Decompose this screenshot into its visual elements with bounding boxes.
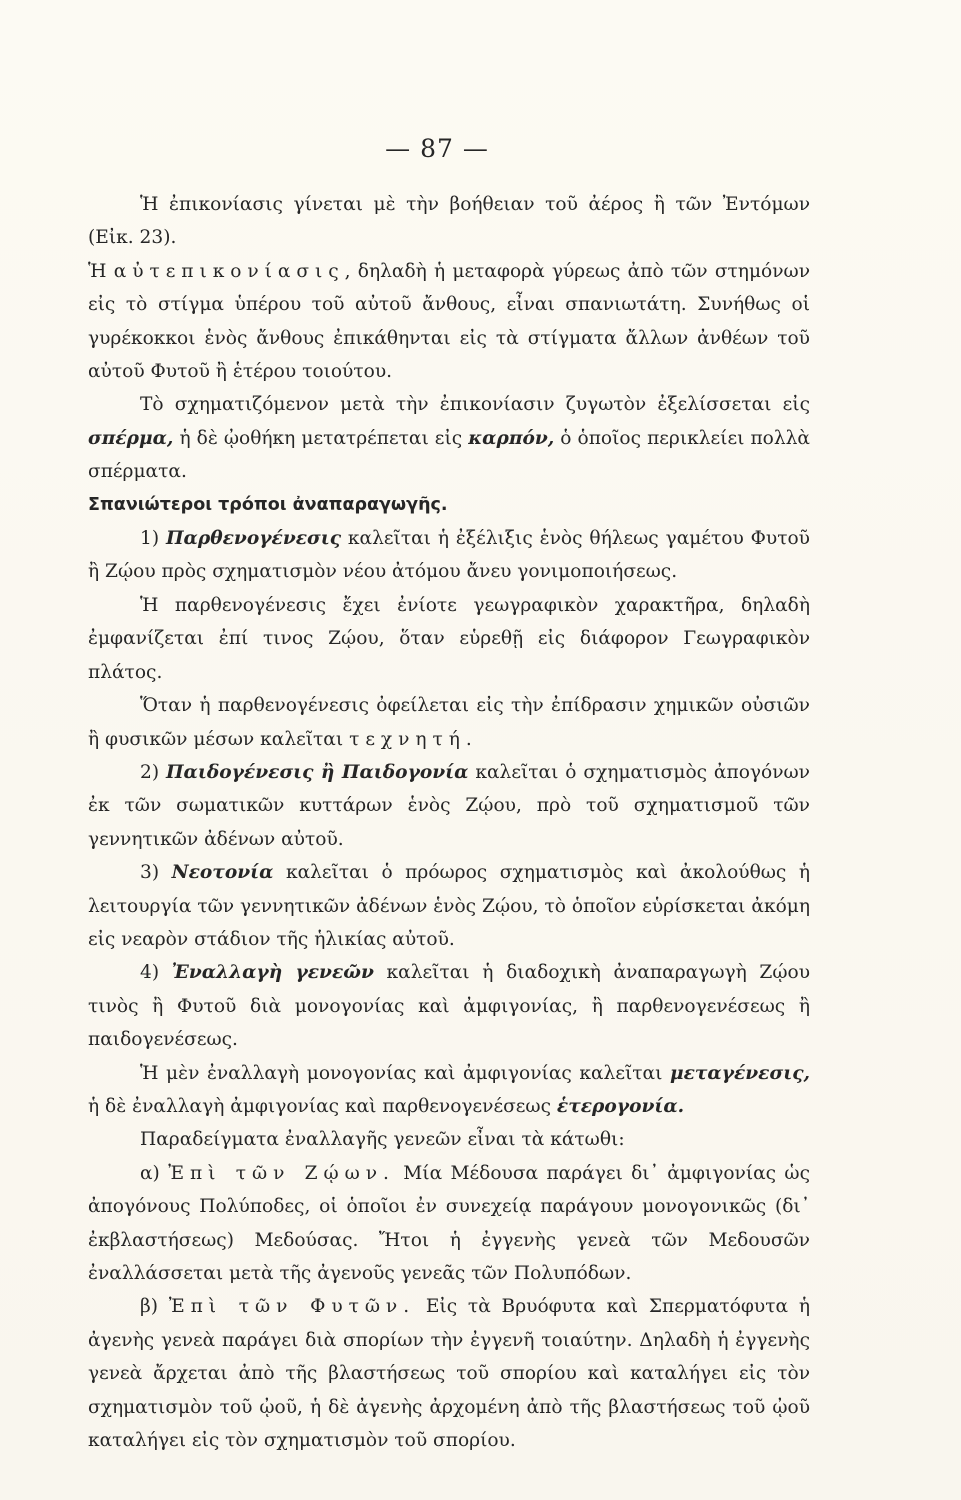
paragraph-text: Ἡ παρθενογένεσις ἔχει ἐνίοτε γεωγραφικὸν χαρακτῆρα, δηλαδὴ ἐμφανίζεται ἐπί τινος Ζῴου, ὅταν εὑρεθῇ εἰς διάφορον Γεωγραφικὸν πλάτος.: [88, 594, 810, 683]
spaced-term: αὐτεπικονίασις: [113, 260, 345, 282]
paragraph: [88, 756, 810, 856]
paragraph-text: ἡ δὲ ἐναλλαγὴ ἀμφιγονίας καὶ παρθενογενέσεως: [88, 1095, 551, 1117]
paragraph-text: , δηλαδὴ ἡ μεταφορὰ γύρεως ἀπὸ τῶν στημόνων εἰς τὸ στίγμα ὑπέρου τοῦ αὐτοῦ ἄνθους, εἶναι σπανιωτάτη. Συνήθως οἱ γυρέκοκκοι ἑνὸς ἄνθους ἐπικάθηνται εἰς τὰ στίγματα ἄλλων ἀνθέων τοῦ αὐτοῦ Φυτοῦ ἢ ἑτέρου τοιούτου.: [88, 260, 810, 383]
paragraph: [88, 522, 810, 589]
paragraph-text: Μία Μέδουσα παράγει δι᾽ ἀμφιγονίας ὡς ἀπογόνους Πολύποδες, οἱ ὁποῖοι ἐν συνεχείᾳ παράγουν μονογονικῶς (δι᾽ ἐκβλαστήσεως) Μεδούσας. Ἤτοι ἡ ἐγγενὴς γενεὰ τῶν Μεδουσῶν ἐναλλάσσεται μετὰ τῆς ἀγενοῦς γενεᾶς τῶν Πολυπόδων.: [88, 1162, 811, 1284]
paragraph-text: ὁ ὁποῖος περικλείει πολλὰ σπέρματα.: [88, 427, 810, 483]
bold-term: μεταγένεσις,: [669, 1062, 810, 1084]
paragraph: [88, 1157, 810, 1291]
section-heading: Σπανιώτεροι τρόποι ἀναπαραγωγῆς.: [88, 494, 448, 515]
paragraph-text: Ἡ μὲν ἐναλλαγὴ μονογονίας καὶ ἀμφιγονίας καλεῖται: [140, 1062, 663, 1084]
paragraph-text: ἡ δὲ ᾠοθήκη μετατρέπεται εἰς: [173, 427, 463, 449]
item-number: 1): [140, 528, 160, 550]
paragraph: [88, 188, 810, 255]
paragraph: [88, 1290, 810, 1457]
paragraph: [88, 388, 810, 488]
bold-term: σπέρμα,: [88, 427, 174, 449]
paragraph-text: καλεῖται ὁ σχηματισμὸς ἀπογόνων ἐκ τῶν σωματικῶν κυττάρων ἑνὸς Ζῴου, πρὸ τοῦ σχηματισμοῦ τῶν γεννητικῶν ἀδένων αὐτοῦ.: [88, 761, 810, 850]
page-number: — 87 —: [385, 134, 489, 163]
item-number: β): [140, 1296, 159, 1318]
paragraph-text: καλεῖται ἡ διαδοχικὴ ἀναπαραγωγὴ Ζῴου τινὸς ἢ Φυτοῦ διὰ μονογονίας καὶ ἀμφιγονίας, ἢ παρθενογενέσεως ἢ παιδογενέσεως.: [88, 962, 810, 1051]
paragraph-text: καλεῖται ὁ πρόωρος σχηματισμὸς καὶ ἀκολούθως ἡ λειτουργία τῶν γεννητικῶν ἀδένων ἑνὸς Ζῴου, τὸ ὁποῖον εὑρίσκεται ἀκόμη εἰς νεαρὸν στάδιον τῆς ἡλικίας αὐτοῦ.: [88, 862, 810, 950]
paragraph: [88, 856, 810, 956]
paragraph: [88, 589, 810, 689]
item-number: 4): [140, 962, 160, 984]
paragraph-text: Ἡ ἐπικονίασις γίνεται μὲ τὴν βοήθειαν τοῦ ἀέρος ἢ τῶν Ἐντόμων (Εἰκ. 23).: [88, 194, 810, 249]
paragraph-text: Ὅταν ἡ παρθενογένεσις ὀφείλεται εἰς τὴν ἐπίδρασιν χημικῶν οὐσιῶν ἢ φυσικῶν μέσων καλεῖται: [88, 695, 810, 750]
bold-connector: ἢ: [313, 761, 342, 783]
paragraph: [88, 1057, 810, 1124]
bold-term: ἑτερογονία.: [556, 1095, 685, 1117]
item-number: 2): [140, 761, 160, 783]
paragraph: [88, 956, 810, 1056]
bold-term: καρπόν,: [468, 427, 555, 449]
spaced-term: τεχνητή: [349, 728, 466, 750]
bold-term: Παιδογονία: [341, 761, 469, 783]
paragraph: [88, 689, 810, 756]
paragraph: [88, 1123, 810, 1156]
item-number: 3): [140, 862, 160, 884]
item-number: α): [140, 1162, 160, 1184]
paragraph-text: .: [465, 728, 472, 750]
paragraph-lead: Ἡ: [88, 260, 107, 282]
bold-term: Παιδογένεσις: [165, 761, 314, 783]
spaced-term: Ἐπὶ τῶν Ζῴων.: [168, 1162, 395, 1184]
bold-term: Ἐναλλαγὴ γενεῶν: [171, 962, 374, 984]
bold-term: Νεοτονία: [171, 862, 274, 884]
paragraph: [88, 255, 810, 389]
paragraph-text: Εἰς τὰ Βρυόφυτα καὶ Σπερματόφυτα ἡ ἀγενὴς γενεὰ παράγει διὰ σπορίων τὴν ἐγγενῆ τοιαύτην. Δηλαδὴ ἡ ἐγγενὴς γενεὰ ἄρχεται ἀπὸ τῆς βλαστήσεως τοῦ σπορίου καὶ καταλήγει εἰς τὸν σχηματισμὸν τοῦ ᾠοῦ, ἡ δὲ ἀγενὴς ἀρχομένη ἀπὸ τῆς βλαστήσεως τοῦ ᾠοῦ καταλήγει εἰς τὸν σχηματισμὸν τοῦ σπορίου.: [88, 1296, 810, 1452]
paragraph-text: καλεῖται ἡ ἐξέλιξις ἑνὸς θήλεως γαμέτου Φυτοῦ ἢ Ζῴου πρὸς σχηματισμὸν νέου ἀτόμου ἄνευ γονιμοποιήσεως.: [88, 528, 810, 583]
body-text: [88, 188, 810, 1457]
spaced-term: Ἐπὶ τῶν Φυτῶν.: [168, 1296, 416, 1318]
paragraph-text: Τὸ σχηματιζόμενον μετὰ τὴν ἐπικονίασιν ζυγωτὸν ἐξελίσσεται εἰς: [140, 394, 810, 416]
paragraph-text: Παραδείγματα ἐναλλαγῆς γενεῶν εἶναι τὰ κάτωθι:: [140, 1129, 625, 1151]
bold-term: Παρθενογένεσις: [165, 528, 342, 550]
